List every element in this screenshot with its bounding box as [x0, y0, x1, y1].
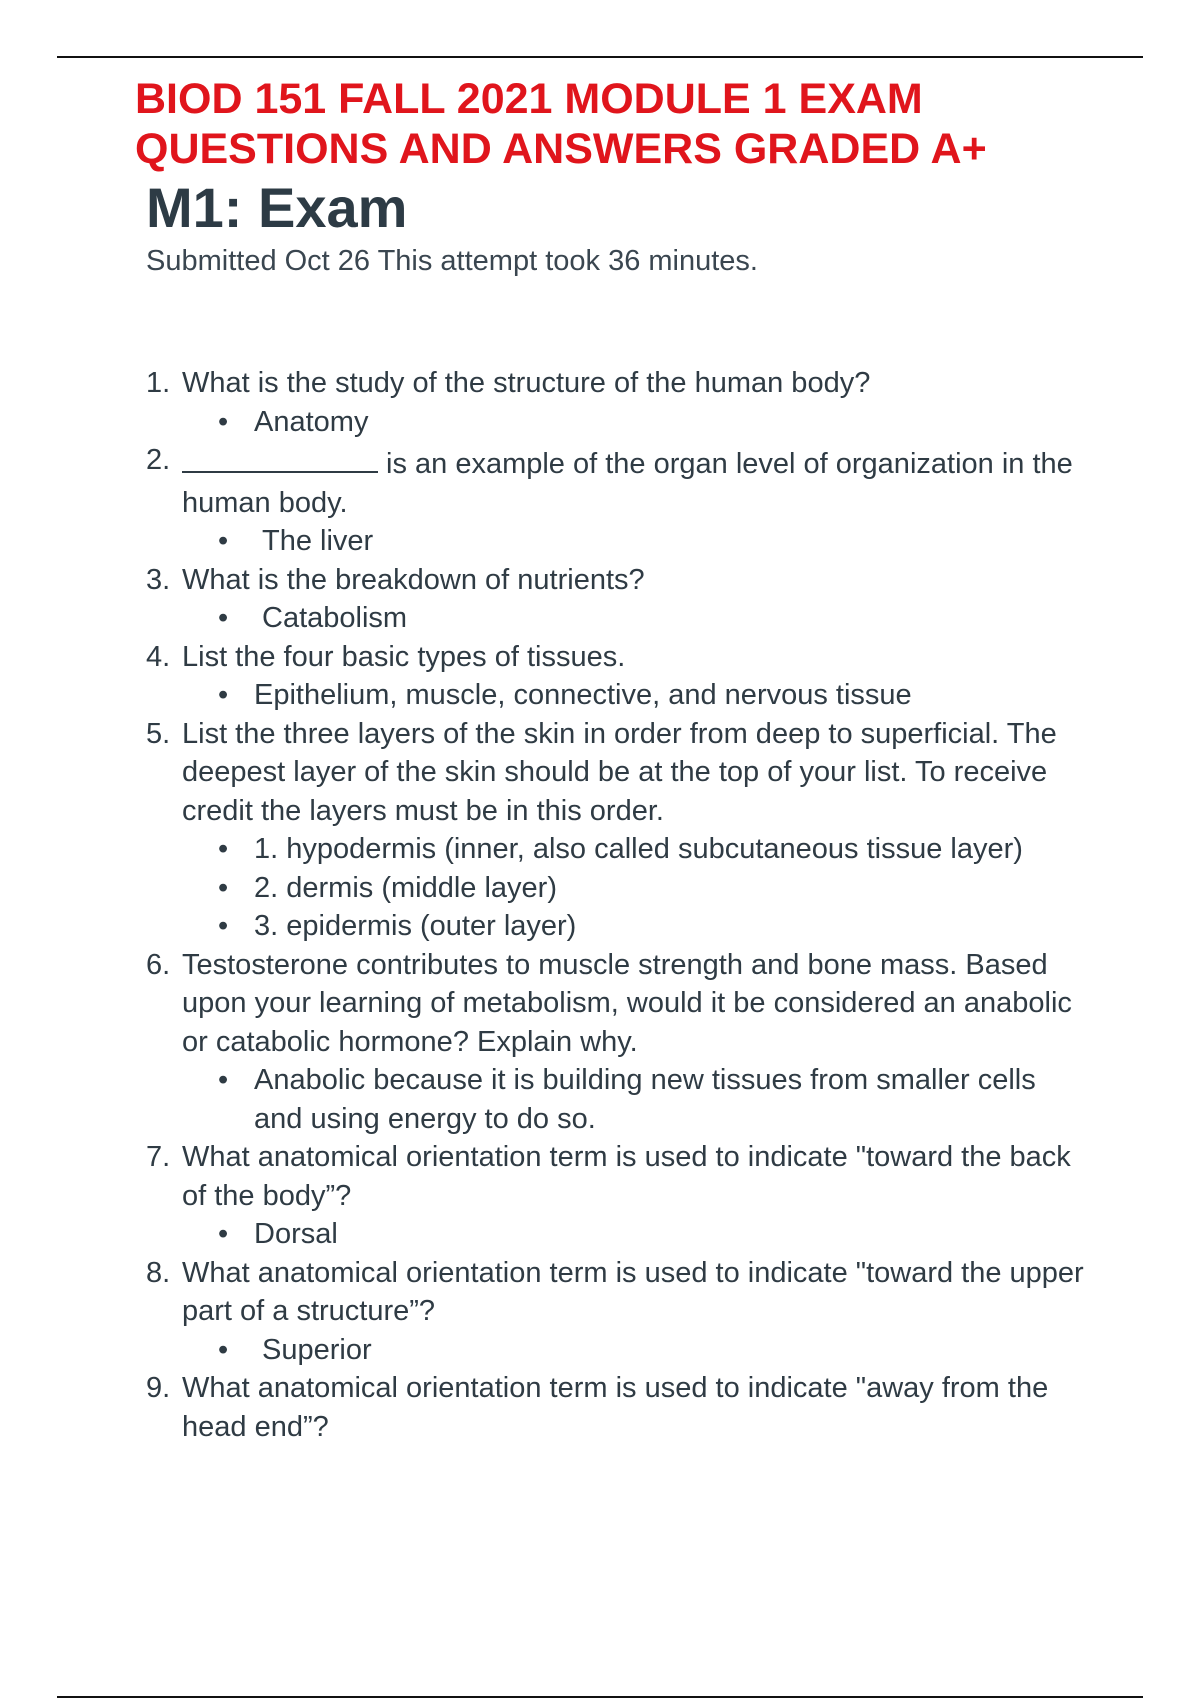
question-text: List the four basic types of tissues. [182, 640, 626, 673]
bullet-icon: • [218, 833, 229, 865]
question-text: What is the breakdown of nutrients? [182, 563, 645, 596]
bullet-icon: • [218, 1218, 229, 1250]
answer-item [0, 676, 1200, 715]
answer-text: Epithelium, muscle, connective, and nervous tissue [254, 679, 912, 711]
bullet-icon: • [218, 910, 229, 942]
question-number: 1. [146, 367, 171, 399]
answer-text: The liver [262, 525, 374, 557]
answer-text: Dorsal [254, 1218, 338, 1250]
question-number: 6. [146, 948, 171, 981]
submission-info: Submitted Oct 26 This attempt took 36 minutes. [146, 245, 758, 277]
question-item [0, 715, 1200, 946]
question-item [0, 1138, 1200, 1254]
question-text: List the three layers of the skin in order from deep to superficial. The deepest layer of the skin should be at the top of your list. To receive credit the layers must be in this order. [182, 717, 1057, 827]
question-item [0, 1369, 1200, 1446]
question-item [0, 946, 1200, 1139]
question-text: What anatomical orientation term is used to indicate "away from the head end”? [182, 1372, 1049, 1443]
question-text: is an example of the organ level of organization in the human body. [182, 448, 1073, 519]
question-item [0, 561, 1200, 638]
answer-list [0, 599, 1200, 638]
bottom-rule [57, 1696, 1143, 1698]
question-number: 7. [146, 1141, 171, 1173]
answer-text: 2. dermis (middle layer) [254, 871, 557, 904]
answer-text: Catabolism [262, 602, 408, 634]
answer-item [0, 830, 1200, 869]
question-text: What is the study of the structure of the human body? [182, 367, 871, 399]
page-heading: M1: Exam [146, 176, 408, 239]
answer-text: 3. epidermis (outer layer) [254, 910, 577, 942]
answer-item [0, 522, 1200, 561]
bullet-icon: • [218, 602, 229, 634]
question-text: What anatomical orientation term is used to indicate "toward the back of the body”? [182, 1141, 1071, 1212]
question-item [0, 638, 1200, 715]
answer-list [0, 676, 1200, 715]
answer-list [0, 522, 1200, 561]
answer-list [0, 830, 1200, 946]
answer-item [0, 403, 1200, 442]
answer-item [0, 907, 1200, 946]
question-number: 9. [146, 1372, 171, 1404]
question-item [0, 1254, 1200, 1370]
bullet-icon: • [218, 405, 229, 438]
answer-list [0, 1061, 1200, 1138]
bullet-icon: • [218, 1064, 229, 1096]
fill-in-blank [182, 441, 378, 473]
answer-item [0, 869, 1200, 908]
answer-item [0, 1331, 1200, 1370]
answer-item [0, 599, 1200, 638]
question-number: 3. [146, 563, 171, 596]
answer-item [0, 1061, 1200, 1138]
answer-text: Anabolic because it is building new tissues from smaller cells and using energy to do so. [254, 1064, 1036, 1135]
question-text-container [182, 441, 1092, 522]
question-text: Testosterone contributes to muscle strength and bone mass. Based upon your learning of metabolism, would it be considered an anabolic or catabolic hormone? Explain why. [182, 948, 1072, 1058]
question-number: 8. [146, 1256, 171, 1289]
bullet-icon: • [218, 871, 229, 904]
question-text: What anatomical orientation term is used to indicate "toward the upper part of a structure”? [182, 1256, 1084, 1327]
answer-list [0, 1331, 1200, 1370]
question-number: 4. [146, 640, 171, 673]
answer-text: 1. hypodermis (inner, also called subcutaneous tissue layer) [254, 833, 1023, 865]
bullet-icon: • [218, 679, 229, 711]
top-rule [57, 56, 1143, 58]
answer-text: Anatomy [254, 405, 369, 438]
question-item [0, 441, 1200, 561]
answer-list [0, 1215, 1200, 1254]
question-list [0, 364, 1200, 1446]
bullet-icon: • [218, 525, 229, 557]
question-item [0, 364, 1200, 441]
question-number: 2. [146, 444, 171, 476]
bullet-icon: • [218, 1333, 229, 1366]
document-title: BIOD 151 FALL 2021 MODULE 1 EXAM QUESTIONS AND ANSWERS GRADED A+ [135, 75, 987, 173]
answer-list [0, 403, 1200, 442]
question-number: 5. [146, 717, 171, 750]
answer-text: Superior [262, 1333, 372, 1366]
answer-item [0, 1215, 1200, 1254]
